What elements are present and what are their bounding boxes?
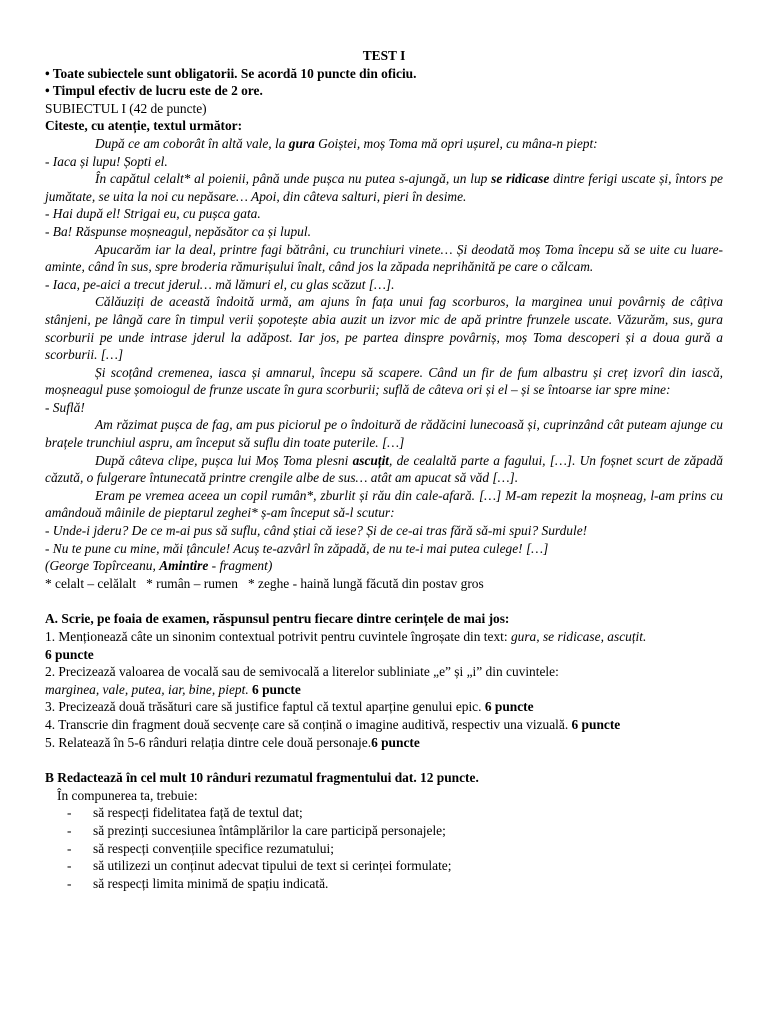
dialogue-line: - Iaca și lupu! Șopti el. — [45, 153, 168, 169]
footnote: * celalt – celălalt — [45, 575, 137, 591]
part-a-heading: A. Scrie, pe foaia de examen, răspunsul pentru fiecare dintre cerințele de mai jos: — [45, 611, 510, 627]
list-item: - să respecți fidelitatea față de textul dat; — [67, 804, 723, 822]
reading-instruction: Citeste, cu atenție, textul următor: — [45, 118, 243, 134]
paragraph: În capătul celalt* al poienii, până unde pușca nu putea s-ajungă, un lup se ridicase dintre ferigi uscate și, întors pe jumătate, se uita la noi cu nepăsare… Apoi, din câteva salturi, pieri în desime. — [45, 171, 724, 204]
footnote: * zeghe - haină lungă făcută din postav gros — [247, 575, 484, 591]
rule-time: • Timpul efectiv de lucru este de 2 ore. — [45, 83, 263, 99]
test-title: TEST I — [362, 48, 406, 63]
paragraph: Și scoțând cremenea, iasca și amnarul, începu să scapere. Când un fir de fum albastru și creț izvorî din iască, moșneagul puse șomoiogul de frunze uscate în gura scorburii; suflă de câteva ori și el – și se întoarse iar spre mine: — [45, 364, 723, 398]
exam-content — [45, 45, 723, 892]
part-b-requirements — [45, 804, 723, 892]
paragraph: Eram pe vremea aceea un copil rumân*, zburlit și rău din cale-afară. […] M-am repezit la moșneag, l-am prins cu amândouă mâinile de pieptarul zeghei* ș-am început să-l scutur: — [45, 487, 723, 521]
subject-heading: SUBIECTUL I (42 de puncte) — [45, 100, 207, 116]
paragraph: Am răzimat pușca de fag, am pus piciorul pe o îndoitură de rădăcini lunecoasă și, cuprinzând cât puteam ajunge cu brațele trunchiul aspru, am început să suflu din toate puterile. […] — [45, 417, 723, 451]
footnotes — [45, 575, 723, 593]
list-item: - să respecți convențiile specifice rezumatului; — [67, 840, 723, 858]
paragraph: Apucarăm iar la deal, printre fagi bătrâni, cu trunchiuri vinete… Și deodată moș Toma începu să se uite cu luare-aminte, când în sus, spre broderia rămurișului înalt, când jos la zăpada neprihănită pe care o călcam. — [45, 241, 723, 275]
bold-word-gura: gura — [288, 135, 315, 151]
source-citation: (George Topîrceanu, Amintire - fragment) — [45, 558, 273, 574]
dialogue-line: - Iaca, pe-aici a trecut jderul… mă lămuri el, cu glas scăzut […]. — [45, 276, 395, 292]
dialogue-line: - Unde-i jderu? De ce m-ai pus să suflu, când știai că iese? Și de ce-ai tras fără să-mi spui? Surdule! — [45, 523, 588, 539]
question-3: 3. Precizează două trăsături care să justifice faptul că textul aparține genului epic. 6 puncte — [45, 699, 534, 715]
footnote: * rumân – rumen — [146, 575, 238, 591]
part-b-intro: În compunerea ta, trebuie: — [57, 787, 198, 803]
dialogue-line: - Ba! Răspunse moșneagul, nepăsător ca și lupul. — [45, 223, 311, 239]
literary-fragment — [45, 135, 723, 575]
question-5: 5. Relatează în 5-6 rânduri relația dintre cele două personaje.6 puncte — [45, 734, 420, 750]
question-4: 4. Transcrie din fragment două secvențe care să conțină o imagine auditivă, respectiv una vizuală. 6 puncte — [45, 716, 621, 732]
rule-mandatory: • Toate subiectele sunt obligatorii. Se acordă 10 puncte din oficiu. — [45, 65, 417, 81]
dialogue-line: - Suflă! — [45, 399, 85, 415]
list-item: - să prezinți succesiunea întâmplărilor la care participă personajele; — [67, 822, 723, 840]
bold-word-se-ridicase: se ridicase — [491, 171, 550, 187]
paragraph: Călăuziți de această îndoită urmă, am ajuns în fața unui fag scorburos, la marginea unui povârniș de câțiva stânjeni, pe lângă care în timpul verii șopotește abia auzit un izvor mic de apă printre frunzele uscate. Văzurăm, sus, gura scorburii pe unde intrase jderul la adăpost. Iar jos, pe partea dinspre povârniș, moș Toma descoperi și a doua gură a scorburii. […] — [45, 294, 723, 363]
dialogue-line: - Hai după el! Strigai eu, cu pușca gata. — [45, 206, 261, 222]
question-1: 1. Menționează câte un sinonim contextual potrivit pentru cuvintele îngroșate din text: gura, se ridicase, ascuțit. 6 puncte — [45, 629, 647, 662]
paragraph: După câteva clipe, pușca lui Moș Toma plesni ascuțit, de cealaltă parte a fagului, […]. Un foșnet scurt de zăpadă căzută, o fulgerare întunecată printre crengile albe de sus… atât am apucat să văd […]. — [45, 452, 723, 486]
dialogue-line: - Nu te pune cu mine, măi țâncule! Acuș te-azvârl în zăpadă, de nu te-i mai putea culege! […] — [45, 540, 549, 556]
paragraph: După ce am coborât în altă vale, la gura Goiștei, moș Toma mă opri ușurel, cu mâna-n piept: — [95, 135, 598, 151]
list-item: - să respecți limita minimă de spațiu indicată. — [67, 875, 723, 893]
list-item: - să utilizezi un conținut adecvat tipului de text si cerinței formulate; — [67, 857, 723, 875]
part-b-heading: B Redactează în cel mult 10 rânduri rezumatul fragmentului dat. 12 puncte. — [45, 770, 479, 786]
bold-word-ascutit: ascuțit — [352, 452, 390, 468]
question-2: 2. Precizează valoarea de vocală sau de semivocală a literelor subliniate „e” și „i” din cuvintele: marginea, vale, putea, iar, bine, piept. 6 puncte — [45, 664, 559, 697]
